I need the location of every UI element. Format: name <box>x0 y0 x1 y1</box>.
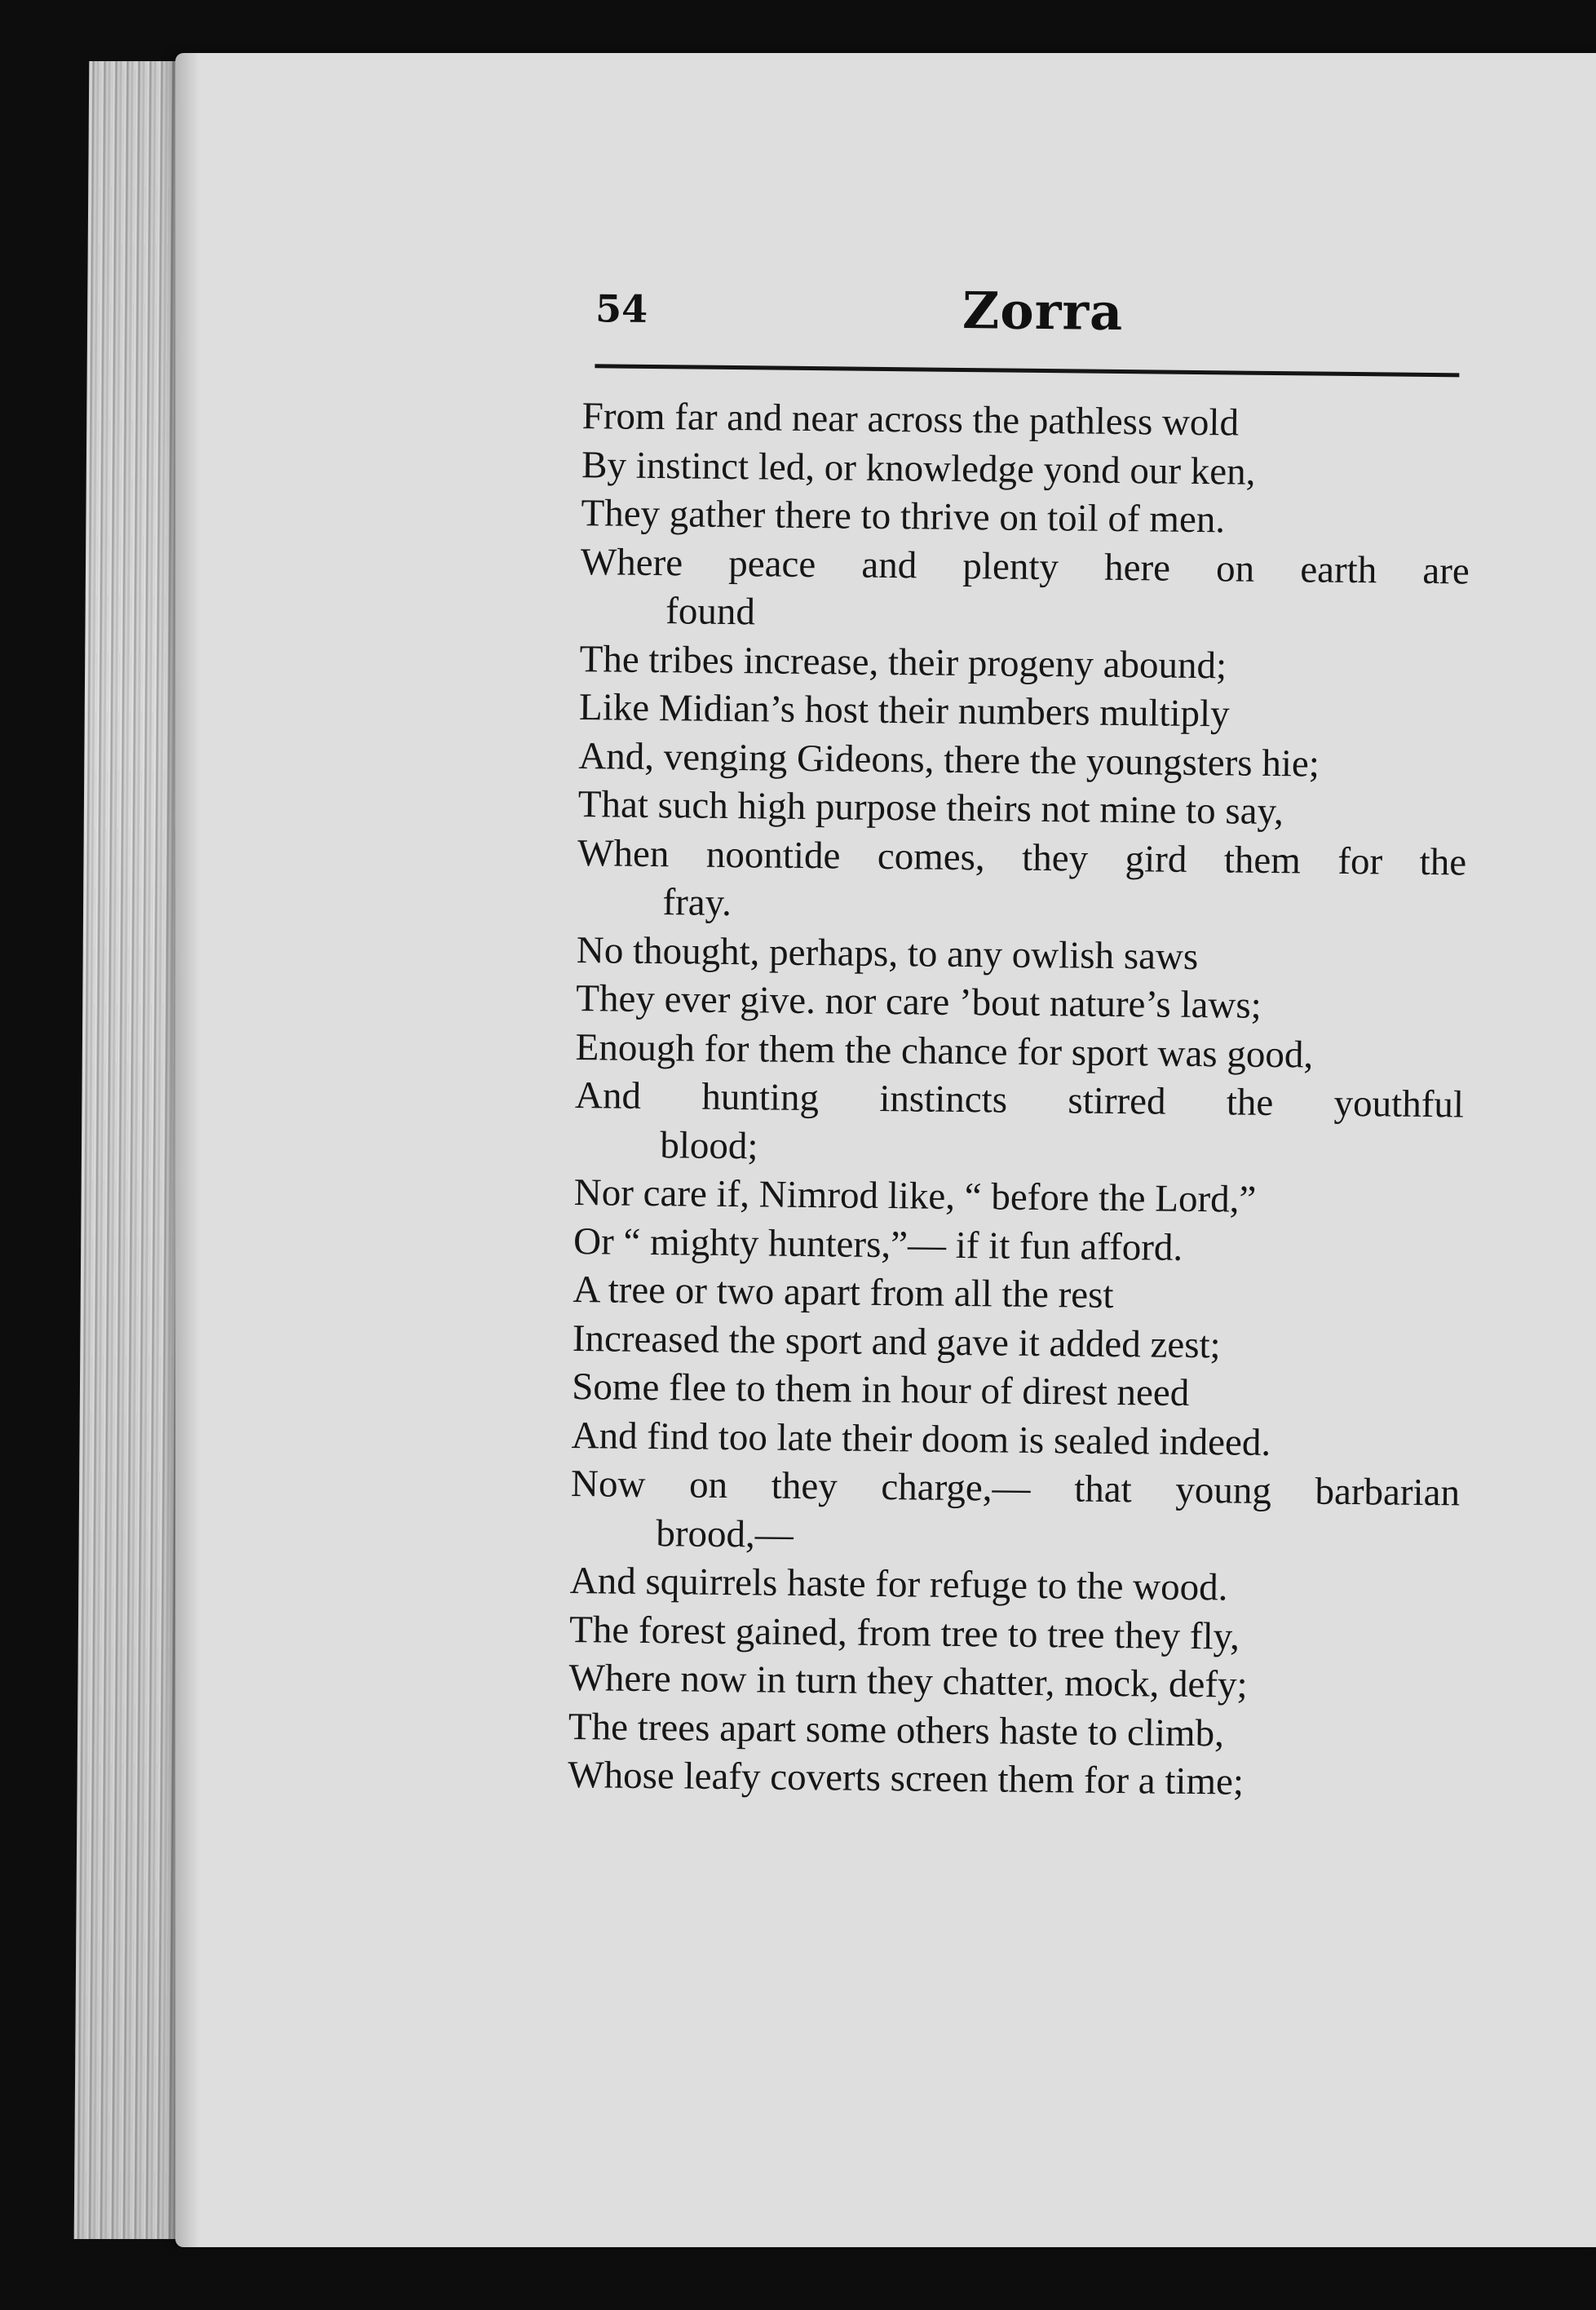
poem-line-continuation: found <box>665 590 756 634</box>
poem-line: Where now in turn they chatter, mock, defy; <box>568 1656 1248 1706</box>
poem-line: The tribes increase, their progeny abound; <box>579 637 1227 687</box>
poem-line: And find too late their doom is sealed indeed. <box>571 1414 1271 1464</box>
poem-line: When noontide comes, they gird them for the <box>577 831 1467 883</box>
poem-line: They ever give. nor care ’bout nature’s laws; <box>576 977 1262 1027</box>
poem-line: No thought, perhaps, to any owlish saws <box>576 928 1199 978</box>
poem-line: Now on they charge,— that young barbarian <box>570 1463 1461 1515</box>
page-content <box>159 46 1596 2255</box>
poem-line-continuation: blood; <box>660 1123 758 1167</box>
poem-line: Nor care if, Nimrod like, “ before the Lord,” <box>573 1171 1257 1221</box>
poem-line: Some flee to them in hour of direst need <box>572 1365 1190 1414</box>
poem-line: And, venging Gideons, there the youngsters hie; <box>578 734 1320 785</box>
poem-line: By instinct led, or knowledge yond our ken, <box>581 443 1256 493</box>
poem-line: Whose leafy coverts screen them for a time; <box>568 1753 1245 1803</box>
poem-line: Increased the sport and gave it added zest; <box>572 1317 1221 1366</box>
poem-line: Where peace and plenty here on earth are <box>580 540 1470 592</box>
poem-line: They gather there to thrive on toil of men. <box>581 492 1226 542</box>
poem-line: That such high purpose theirs not mine to say, <box>577 783 1284 834</box>
page-number: 54 <box>595 286 648 331</box>
book-page <box>175 53 1596 2247</box>
poem-line: From far and near across the pathless wold <box>581 395 1240 445</box>
header-rule <box>595 364 1459 377</box>
poem-line: And hunting instincts stirred the youthful <box>574 1074 1465 1126</box>
poem-line-continuation: brood,— <box>656 1511 794 1556</box>
poem-line: A tree or two apart from all the rest <box>573 1268 1114 1317</box>
poem-line: The forest gained, from tree to tree they fly, <box>568 1608 1240 1658</box>
running-title: Zorra <box>962 280 1124 343</box>
poem-line: Like Midian’s host their numbers multiply <box>578 686 1230 736</box>
poem-line: Enough for them the chance for sport was good, <box>575 1025 1314 1077</box>
poem-line-continuation: fray. <box>662 881 732 925</box>
poem-line: The trees apart some others haste to climb, <box>568 1705 1225 1755</box>
poem-line: And squirrels haste for refuge to the wood. <box>569 1560 1228 1609</box>
gutter-shadow <box>175 53 200 2247</box>
poem-line: Or “ mighty hunters,”— if it fun afford. <box>573 1219 1183 1269</box>
poem-text <box>568 392 1471 1809</box>
